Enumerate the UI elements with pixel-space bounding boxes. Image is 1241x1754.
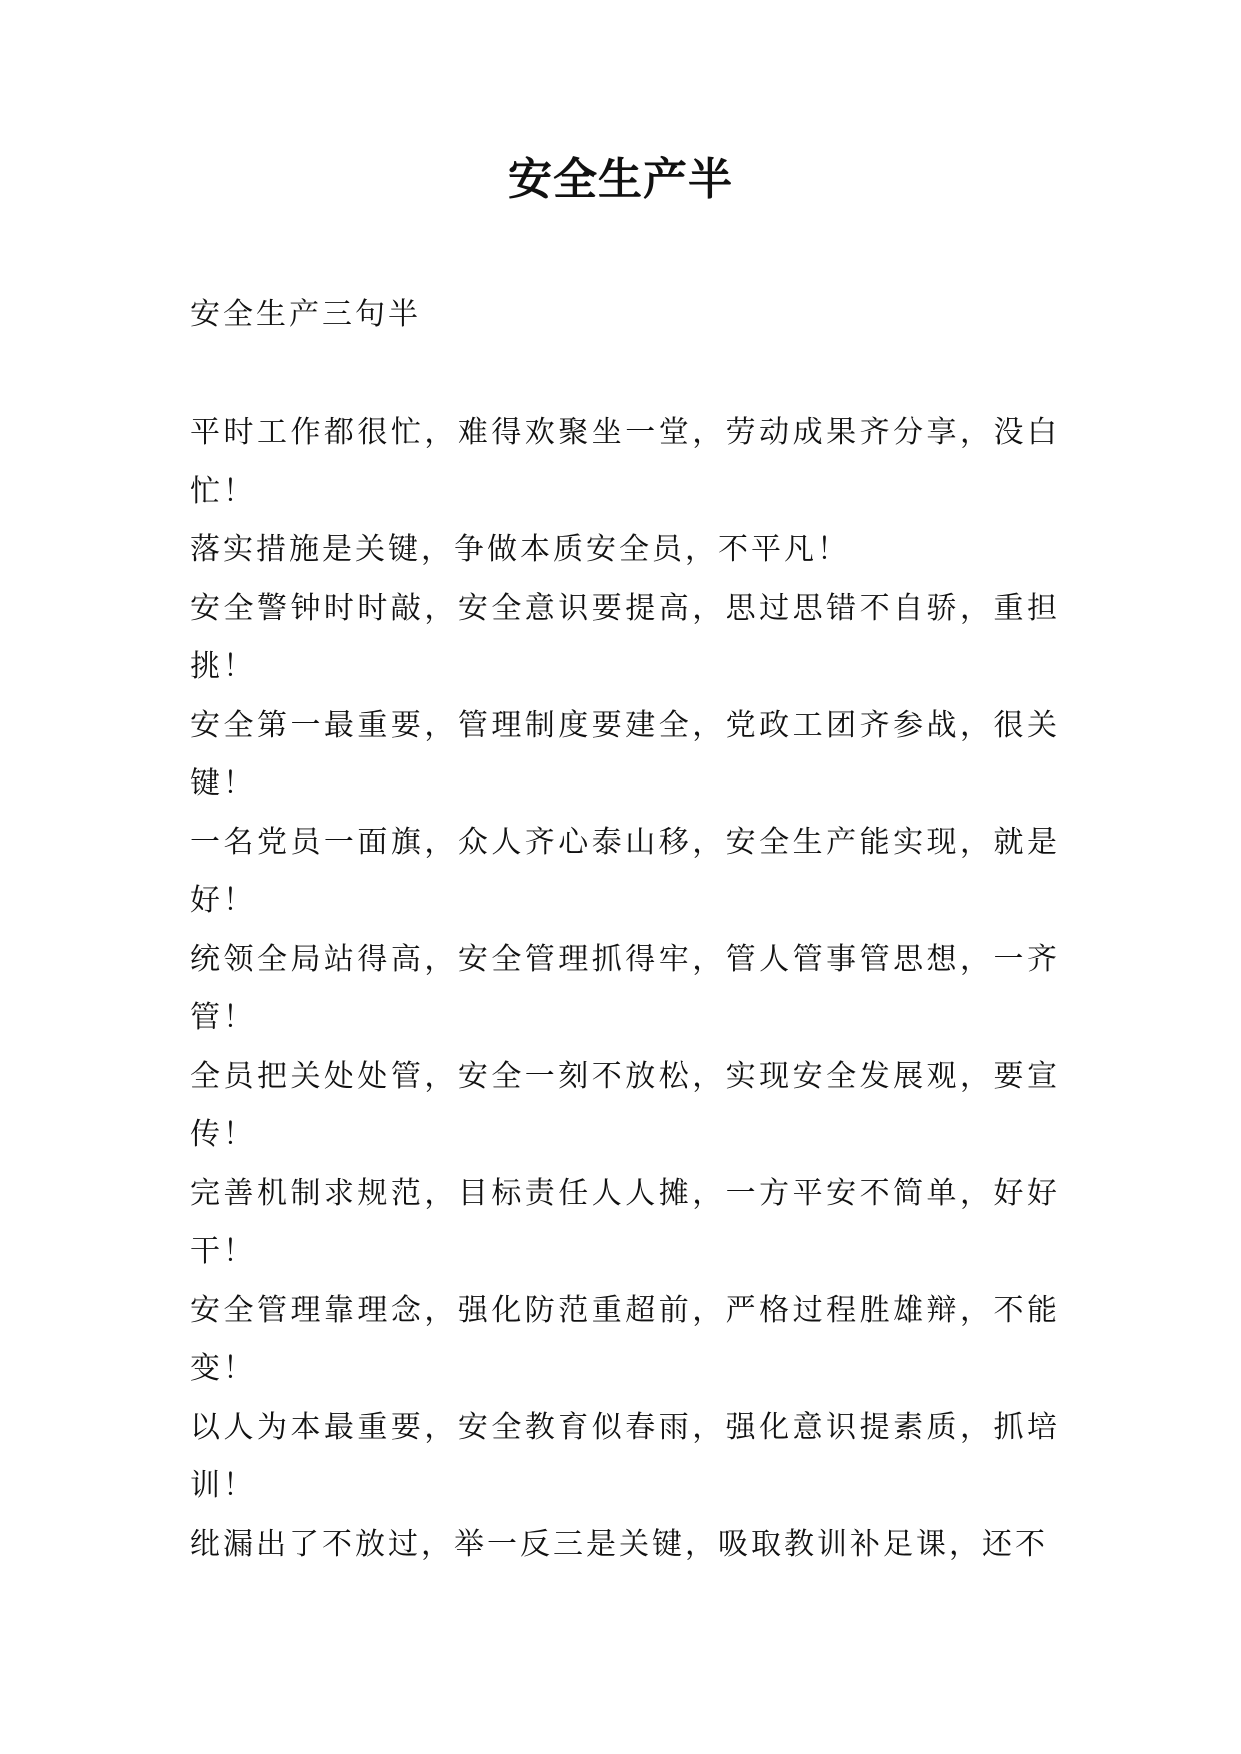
paragraph: 平时工作都很忙，难得欢聚坐一堂，劳动成果齐分享，没白忙！ [190,415,1060,509]
paragraph: 安全管理靠理念，强化防范重超前，严格过程胜雄辩，不能变！ [190,1292,1060,1386]
paragraph: 安全第一最重要，管理制度要建全，党政工团齐参战，很关键！ [190,707,1060,801]
paragraph: 完善机制求规范，目标责任人人摊，一方平安不简单，好好干！ [190,1175,1060,1269]
paragraph: 全员把关处处管，安全一刻不放松，实现安全发展观，要宣传！ [190,1058,1060,1152]
paragraph: 一名党员一面旗，众人齐心泰山移，安全生产能实现，就是好！ [190,824,1060,918]
paragraph: 纰漏出了不放过，举一反三是关键，吸取教训补足课，还不 [190,1526,1048,1562]
paragraph: 统领全局站得高，安全管理抓得牢，管人管事管思想，一齐管！ [190,941,1060,1035]
paragraph: 安全警钟时时敲，安全意识要提高，思过思错不自骄，重担挑！ [190,590,1060,684]
document-body [190,404,1060,1574]
document-title: 安全生产半 [508,154,733,205]
paragraph: 落实措施是关键，争做本质安全员，不平凡！ [190,532,850,567]
paragraph: 以人为本最重要，安全教育似春雨，强化意识提素质，抓培训！ [190,1409,1060,1503]
document-subtitle: 安全生产三句半 [190,297,421,332]
